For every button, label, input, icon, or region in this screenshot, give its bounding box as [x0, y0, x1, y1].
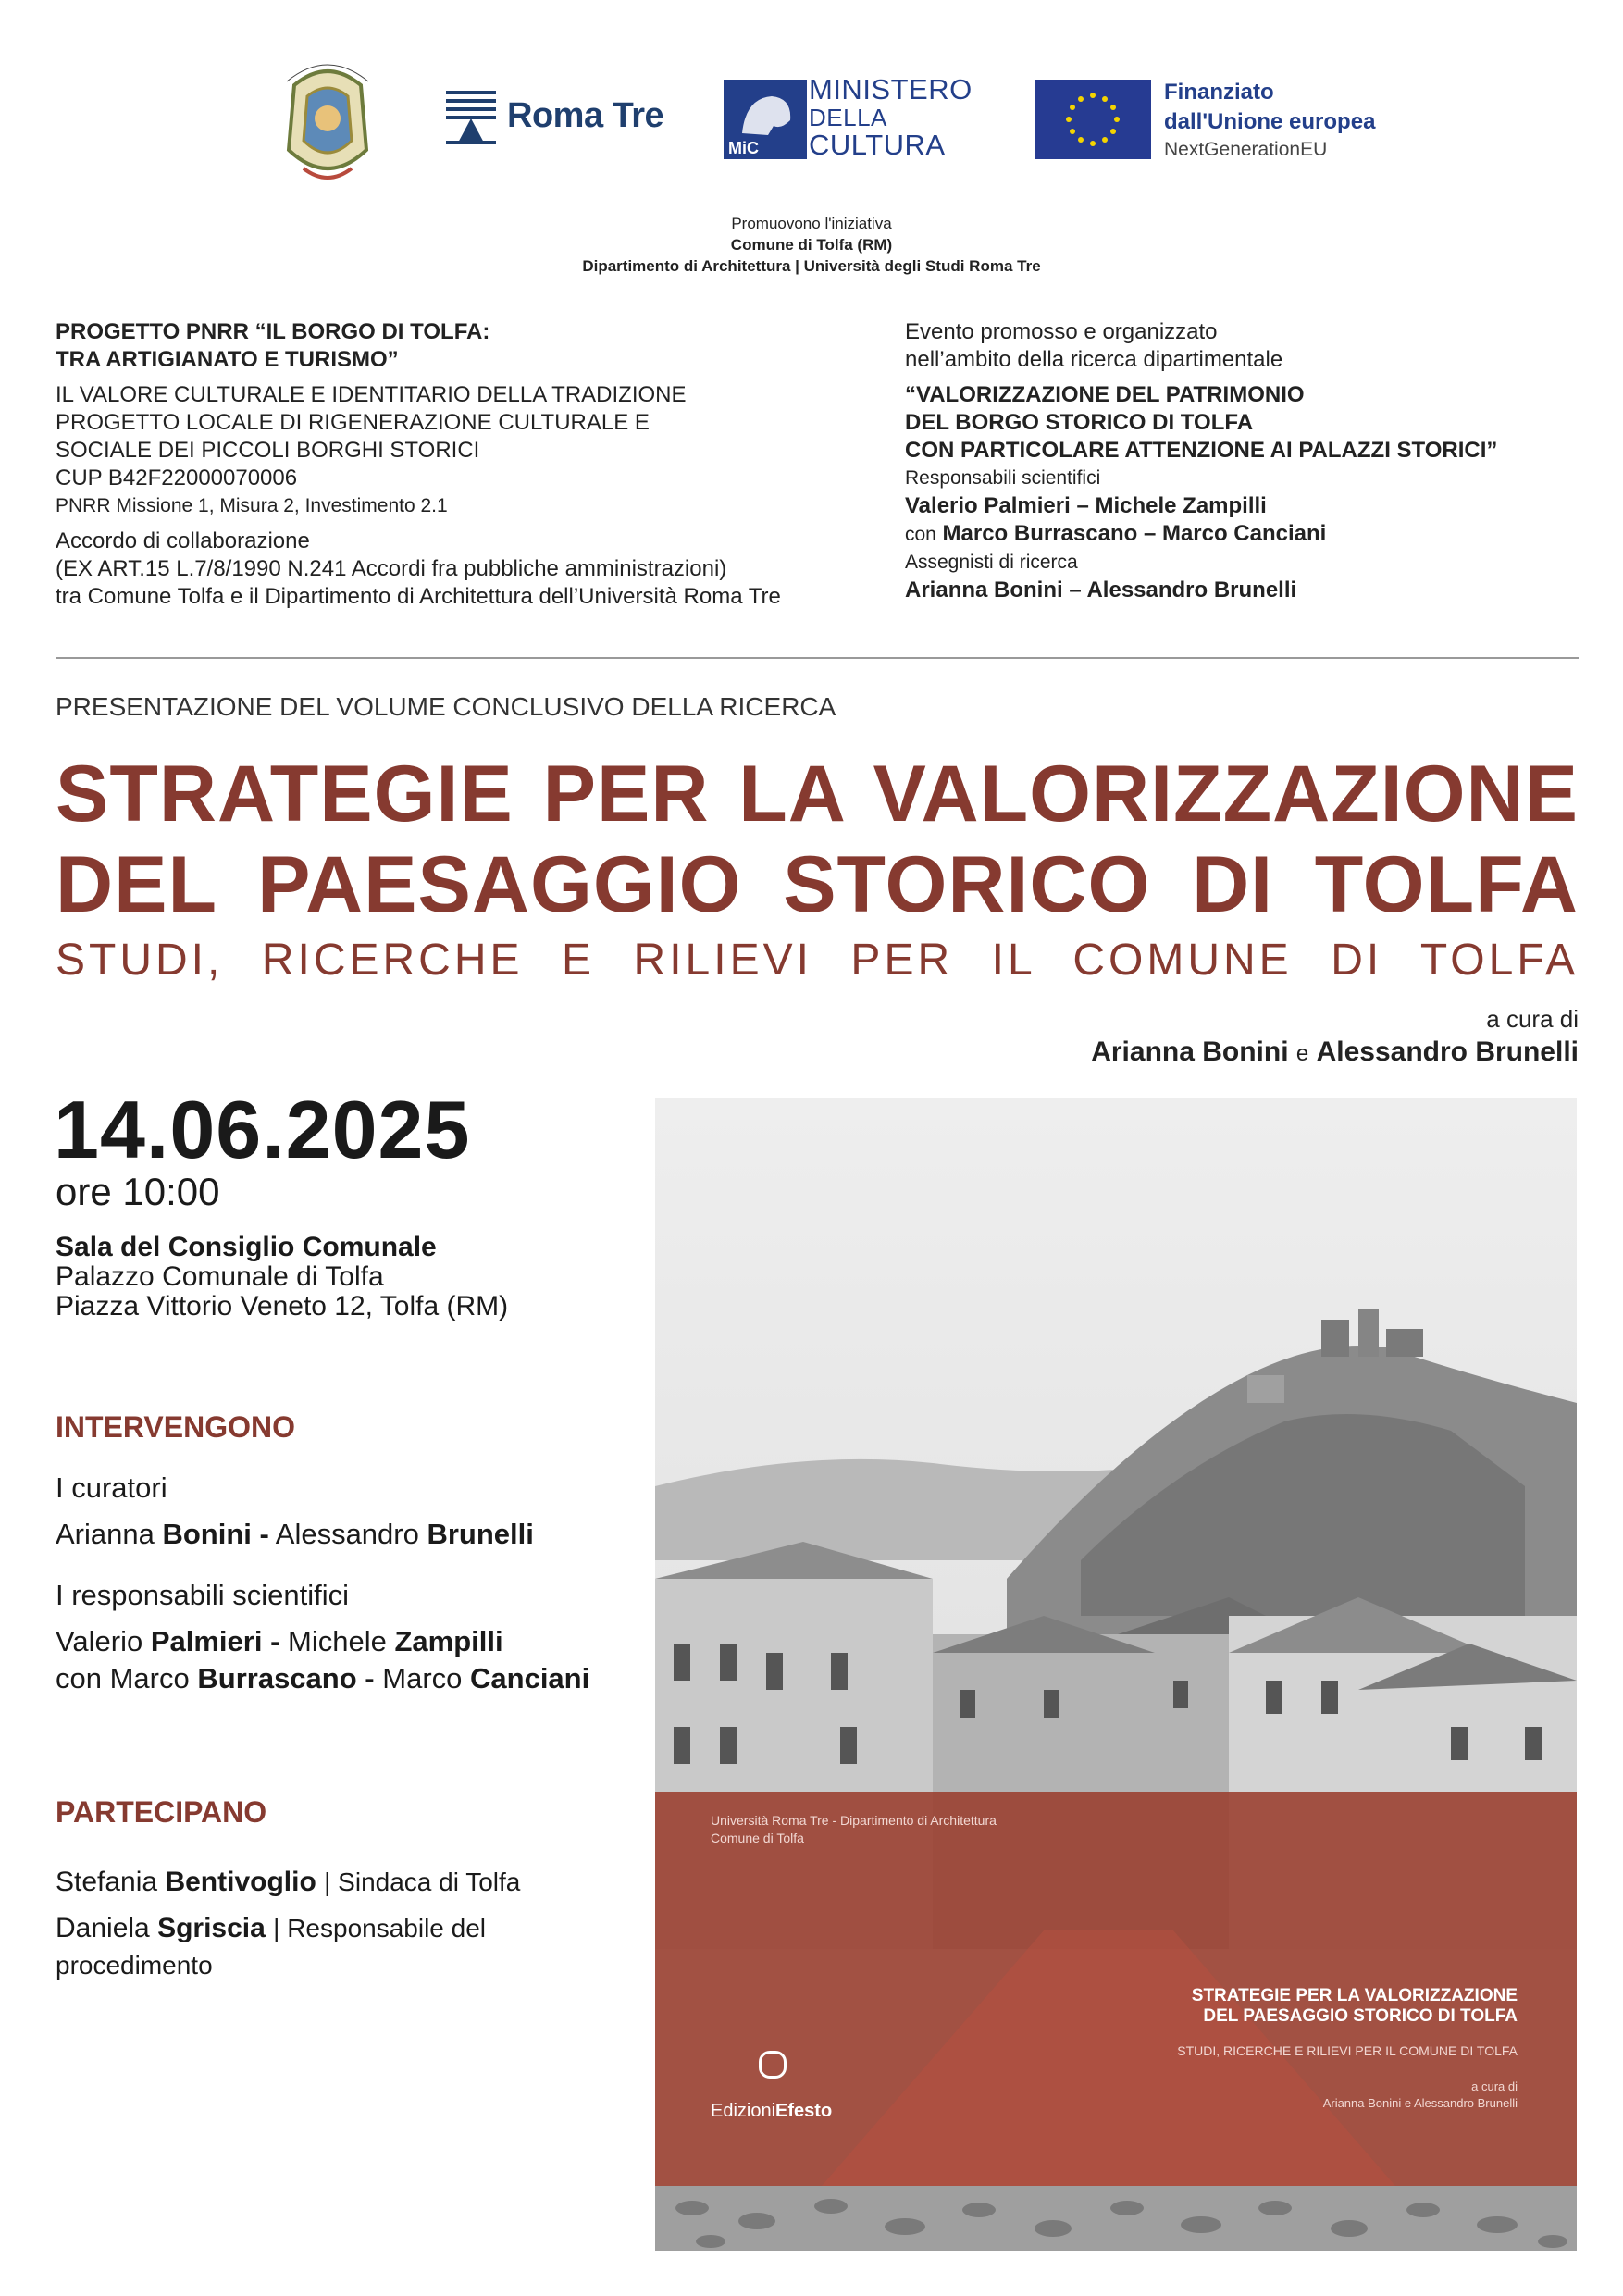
resp-names: Valerio Palmieri – Michele Zampilli	[905, 493, 1267, 518]
research-title-line1: “VALORIZZAZIONE DEL PATRIMONIO	[905, 382, 1305, 407]
venue-address: Piazza Vittorio Veneto 12, Tolfa (RM)	[56, 1291, 509, 1322]
project-desc-line1: IL VALORE CULTURALE E IDENTITARIO DELLA TRADIZIONE	[56, 382, 687, 407]
cover-title-line1: STRATEGIE PER LA VALORIZZAZIONE	[1191, 1986, 1518, 2005]
r-con: con	[56, 1662, 102, 1694]
r3-first: Marco	[109, 1662, 190, 1694]
ministero-cultura-text	[809, 74, 973, 161]
r1-first: Valerio	[56, 1625, 143, 1657]
promoters-block	[0, 213, 1623, 277]
editors-line	[1091, 1036, 1579, 1068]
project-title-line1: PROGETTO PNRR “IL BORGO DI TOLFA:	[56, 319, 490, 344]
event-line2: nell’ambito della ricerca dipartimentale	[905, 347, 1283, 372]
project-desc-line2: PROGETTO LOCALE DI RIGENERAZIONE CULTURALE E	[56, 410, 650, 435]
project-desc-line3: SOCIALE DEI PICCOLI BORGHI STORICI	[56, 438, 480, 463]
venue-room: Sala del Consiglio Comunale	[56, 1232, 437, 1262]
participant-2	[56, 1910, 648, 1947]
resp-sci-names2	[56, 1660, 648, 1697]
research-info-block	[905, 318, 1608, 604]
cover-header-line1: Università Roma Tre - Dipartimento di Architettura	[711, 1813, 997, 1828]
sep1: -	[259, 1518, 269, 1550]
event-date: 14.06.2025	[54, 1084, 471, 1175]
promoters-intro: Promuovono l'iniziativa	[731, 215, 892, 232]
publisher-logo	[711, 2101, 832, 2122]
main-title-line2: DEL PAESAGGIO STORICO DI TOLFA	[56, 840, 1579, 929]
resp-con: con	[905, 524, 936, 545]
accordo-line3: tra Comune Tolfa e il Dipartimento di Architettura dell’Università Roma Tre	[56, 584, 781, 609]
project-title-line2: TRA ARTIGIANATO E TURISMO”	[56, 347, 399, 372]
resp-sci-names1	[56, 1623, 648, 1660]
mic-label: MiC	[728, 139, 759, 157]
cover-title-line2: DEL PAESAGGIO STORICO DI TOLFA	[1203, 2006, 1518, 2026]
r2-last: Zampilli	[394, 1625, 503, 1657]
cover-subtitle: STUDI, RICERCHE E RILIEVI PER IL COMUNE DI TOLFA	[1177, 2043, 1518, 2058]
curatori-names	[56, 1516, 648, 1553]
partecipano-list	[56, 1864, 648, 1984]
cover-title	[1192, 1986, 1518, 2027]
p1-first: Stefania	[56, 1867, 158, 1897]
main-title-line1: STRATEGIE PER LA VALORIZZAZIONE	[56, 750, 1579, 838]
intervengono-list	[56, 1470, 648, 1697]
r2-first: Michele	[288, 1625, 387, 1657]
eu-nextgen: NextGenerationEU	[1164, 139, 1328, 160]
cur1-first: Arianna	[56, 1518, 155, 1550]
publisher-bold: Efesto	[775, 2101, 833, 2121]
efesto-logo-icon	[759, 2051, 787, 2079]
p2-first: Daniela	[56, 1913, 150, 1943]
book-cover-image	[655, 1098, 1577, 2251]
a-cura-di-label: a cura di	[1486, 1005, 1579, 1033]
editor-1: Arianna Bonini	[1091, 1036, 1289, 1067]
p1-last: Bentivoglio	[165, 1867, 316, 1897]
event-time: ore 10:00	[56, 1170, 220, 1213]
mic-line1: MINISTERO	[809, 73, 973, 105]
cur2-last: Brunelli	[427, 1518, 534, 1550]
roma-tre-mark-icon	[446, 91, 496, 144]
assegnisti-names: Arianna Bonini – Alessandro Brunelli	[905, 577, 1297, 602]
cur1-last: Bonini	[162, 1518, 252, 1550]
main-subtitle: STUDI, RICERCHE E RILIEVI PER IL COMUNE DI TOLFA	[56, 936, 1579, 985]
venue-building: Palazzo Comunale di Tolfa	[56, 1261, 384, 1292]
publisher-light: Edizioni	[711, 2101, 776, 2121]
editor-2: Alessandro Brunelli	[1316, 1036, 1579, 1067]
divider-rule	[56, 657, 1579, 659]
resp-names2: Marco Burrascano – Marco Canciani	[942, 521, 1327, 546]
sep3: -	[365, 1662, 375, 1694]
r1-last: Palmieri	[150, 1625, 263, 1657]
p2-role: | Responsabile del	[273, 1914, 487, 1942]
promoter-dipartimento: Dipartimento di Architettura | Università degli Studi Roma Tre	[582, 257, 1041, 275]
project-cup: CUP B42F22000070006	[56, 465, 298, 490]
presentation-label: PRESENTAZIONE DEL VOLUME CONCLUSIVO DELLA RICERCA	[56, 692, 836, 721]
participant-1	[56, 1864, 648, 1901]
r4-last: Canciani	[470, 1662, 590, 1694]
eu-line2: dall'Unione europea	[1164, 109, 1376, 134]
eu-flag-icon	[1035, 80, 1151, 159]
editors-and: e	[1295, 1041, 1309, 1066]
project-pnrr: PNRR Missione 1, Misura 2, Investimento 2.1	[56, 495, 448, 516]
accordo-line1: Accordo di collaborazione	[56, 528, 310, 553]
mic-line2: DELLA	[809, 104, 887, 131]
cover-acura-label: a cura di	[1471, 2079, 1518, 2093]
sep2: -	[270, 1625, 280, 1657]
partecipano-heading: PARTECIPANO	[56, 1795, 267, 1829]
eu-line1: Finanziato	[1164, 80, 1274, 105]
mic-line3: CULTURA	[809, 129, 946, 161]
resp-names2-line	[905, 520, 1608, 549]
r3-last: Burrascano	[197, 1662, 357, 1694]
research-title-line2: DEL BORGO STORICO DI TOLFA	[905, 410, 1254, 435]
cover-header	[711, 1812, 997, 1847]
resp-sci-label: I responsabili scientifici	[56, 1579, 350, 1611]
curatori-label: I curatori	[56, 1471, 167, 1504]
cover-editors	[1323, 2079, 1518, 2112]
eu-funding-text	[1164, 78, 1375, 137]
event-venue	[56, 1233, 508, 1322]
cover-authors: Arianna Bonini e Alessandro Brunelli	[1322, 2096, 1518, 2110]
event-line1: Evento promosso e organizzato	[905, 319, 1218, 344]
cur2-first: Alessandro	[275, 1518, 419, 1550]
tolfa-seal-logo	[266, 48, 389, 196]
p2-role2: procedimento	[56, 1951, 213, 1980]
cover-header-line2: Comune di Tolfa	[711, 1831, 804, 1845]
p1-role: | Sindaca di Tolfa	[324, 1868, 521, 1896]
project-info-block	[56, 318, 888, 611]
roma-tre-logo-text: Roma Tre	[507, 96, 664, 135]
intervengono-heading: INTERVENGONO	[56, 1410, 295, 1444]
accordo-line2: (EX ART.15 L.7/8/1990 N.241 Accordi fra pubbliche amministrazioni)	[56, 556, 727, 581]
resp-label: Responsabili scientifici	[905, 467, 1101, 489]
research-title-line3: CON PARTICOLARE ATTENZIONE AI PALAZZI STORICI”	[905, 438, 1498, 463]
p2-last: Sgriscia	[157, 1913, 266, 1943]
promoter-comune: Comune di Tolfa (RM)	[730, 236, 893, 254]
r4-first: Marco	[382, 1662, 463, 1694]
assegnisti-label: Assegnisti di ricerca	[905, 552, 1078, 573]
